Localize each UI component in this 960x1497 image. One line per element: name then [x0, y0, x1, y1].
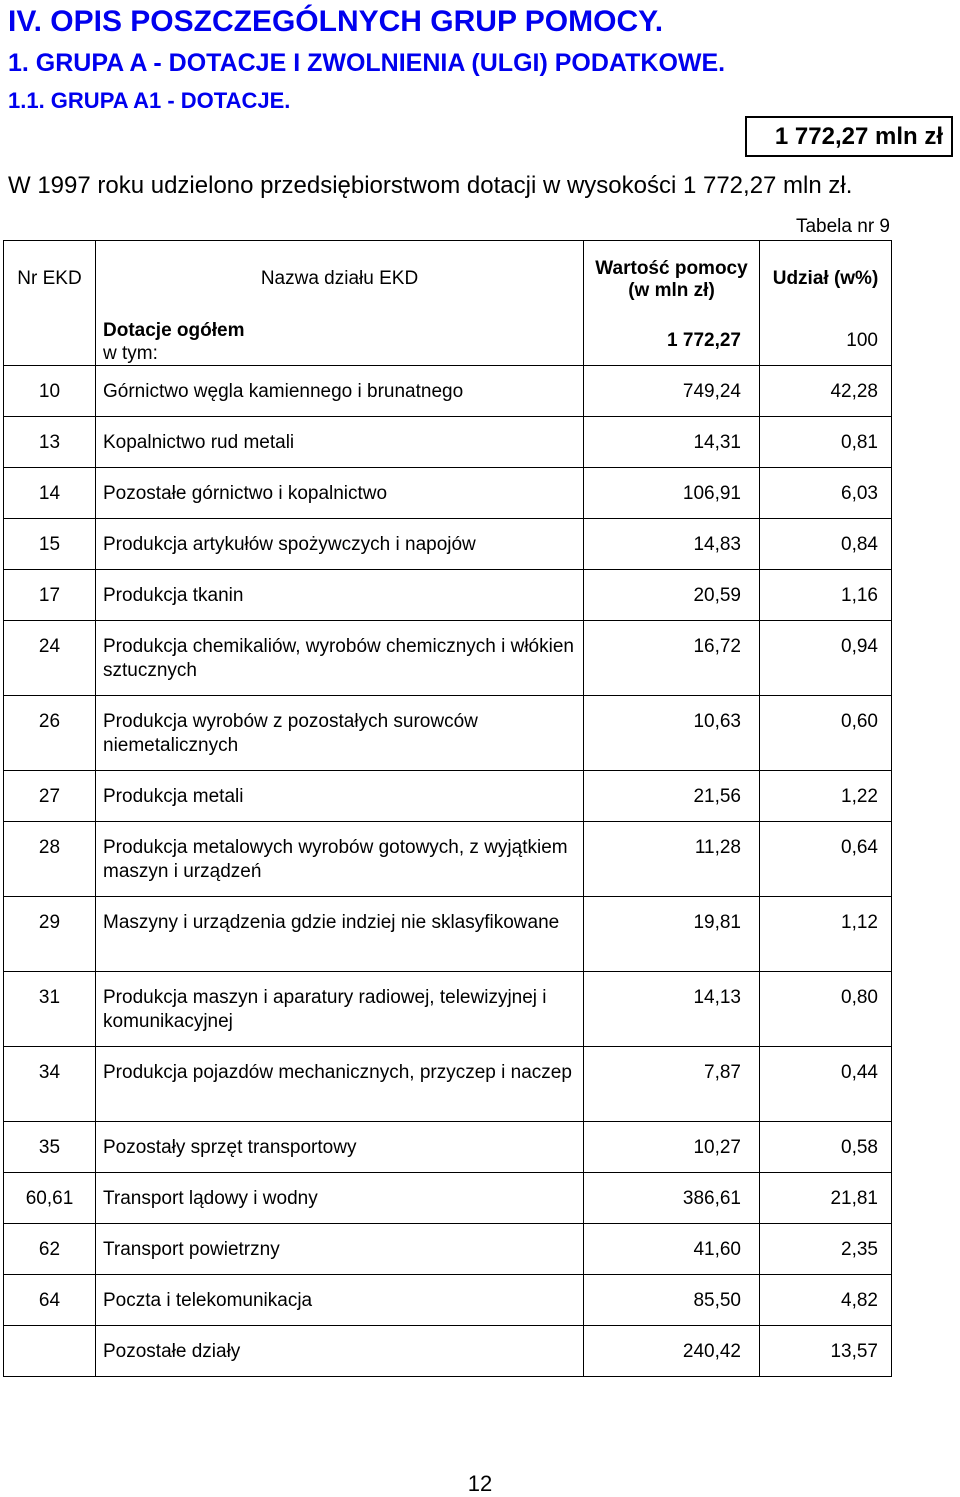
table-row [4, 971, 892, 1046]
page-number: 12 [467, 1471, 493, 1496]
total-row-label [96, 317, 584, 366]
row-name: Pozostałe górnictwo i kopalnictwo [96, 467, 584, 518]
row-name: Transport lądowy i wodny [96, 1172, 584, 1223]
table-row [4, 821, 892, 896]
row-nr: 26 [4, 695, 96, 770]
row-value: 10,63 [584, 695, 760, 770]
table-row [4, 518, 892, 569]
row-share: 1,16 [760, 569, 892, 620]
row-name: Pozostały sprzęt transportowy [96, 1121, 584, 1172]
table-row [4, 620, 892, 695]
table-row [4, 1274, 892, 1325]
row-name: Produkcja tkanin [96, 569, 584, 620]
row-share: 4,82 [760, 1274, 892, 1325]
row-nr: 60,61 [4, 1172, 96, 1223]
row-name: Produkcja pojazdów mechanicznych, przyczep i naczep [96, 1046, 584, 1121]
row-name: Produkcja wyrobów z pozostałych surowców niemetalicznych [96, 695, 584, 770]
table-row [4, 1325, 892, 1376]
row-value: 14,83 [584, 518, 760, 569]
row-name: Górnictwo węgla kamiennego i brunatnego [96, 365, 584, 416]
table-row [4, 569, 892, 620]
row-value: 14,31 [584, 416, 760, 467]
table-row [4, 365, 892, 416]
header-share: Udział (w%) [760, 241, 892, 317]
row-share: 1,22 [760, 770, 892, 821]
row-name: Produkcja maszyn i aparatury radiowej, telewizyjnej i komunikacyjnej [96, 971, 584, 1046]
row-value: 240,42 [584, 1325, 760, 1376]
row-nr: 35 [4, 1121, 96, 1172]
heading-section: IV. OPIS POSZCZEGÓLNYCH GRUP POMOCY. [8, 5, 664, 38]
row-nr: 34 [4, 1046, 96, 1121]
table-row [4, 770, 892, 821]
row-nr: 13 [4, 416, 96, 467]
heading-group: 1. GRUPA A - DOTACJE I ZWOLNIENIA (ULGI) PODATKOWE. [8, 49, 726, 77]
row-nr: 15 [4, 518, 96, 569]
row-share: 0,44 [760, 1046, 892, 1121]
row-share: 0,60 [760, 695, 892, 770]
row-name: Poczta i telekomunikacja [96, 1274, 584, 1325]
total-row-share: 100 [760, 317, 892, 366]
row-name: Transport powietrzny [96, 1223, 584, 1274]
heading-subgroup: 1.1. GRUPA A1 - DOTACJE. [8, 88, 291, 113]
table-row [4, 1046, 892, 1121]
header-value: Wartość pomocy (w mln zł) [584, 241, 760, 317]
row-name: Pozostałe działy [96, 1325, 584, 1376]
table-caption: Tabela nr 9 [795, 216, 890, 237]
header-nr: Nr EKD [4, 241, 96, 317]
row-nr: 27 [4, 770, 96, 821]
table-row [4, 1223, 892, 1274]
row-value: 11,28 [584, 821, 760, 896]
row-name: Produkcja chemikaliów, wyrobów chemicznych i włókien sztucznych [96, 620, 584, 695]
row-share: 0,80 [760, 971, 892, 1046]
row-value: 7,87 [584, 1046, 760, 1121]
row-value: 386,61 [584, 1172, 760, 1223]
row-name: Produkcja metalowych wyrobów gotowych, z wyjątkiem maszyn i urządzeń [96, 821, 584, 896]
row-share: 0,64 [760, 821, 892, 896]
row-share: 0,94 [760, 620, 892, 695]
header-name: Nazwa działu EKD [96, 241, 584, 317]
row-value: 85,50 [584, 1274, 760, 1325]
row-share: 21,81 [760, 1172, 892, 1223]
row-value: 10,27 [584, 1121, 760, 1172]
total-row-nr [4, 317, 96, 366]
row-share: 6,03 [760, 467, 892, 518]
table-row [4, 1172, 892, 1223]
total-row-label-main: Dotacje ogółem [103, 319, 245, 341]
table-row [4, 1121, 892, 1172]
intro-paragraph: W 1997 roku udzielono przedsiębiorstwom dotacji w wysokości 1 772,27 mln zł. [8, 172, 853, 199]
row-share: 0,84 [760, 518, 892, 569]
row-share: 1,12 [760, 896, 892, 971]
row-nr [4, 1325, 96, 1376]
total-row-label-sub: w tym: [103, 342, 158, 364]
row-value: 20,59 [584, 569, 760, 620]
row-share: 13,57 [760, 1325, 892, 1376]
row-name: Produkcja metali [96, 770, 584, 821]
row-value: 19,81 [584, 896, 760, 971]
table-row [4, 467, 892, 518]
row-nr: 28 [4, 821, 96, 896]
table-row [4, 695, 892, 770]
row-value: 21,56 [584, 770, 760, 821]
row-name: Kopalnictwo rud metali [96, 416, 584, 467]
row-share: 0,81 [760, 416, 892, 467]
subsidies-table [3, 240, 892, 1377]
row-value: 749,24 [584, 365, 760, 416]
row-nr: 29 [4, 896, 96, 971]
row-value: 41,60 [584, 1223, 760, 1274]
total-row-value: 1 772,27 [584, 317, 760, 366]
row-name: Produkcja artykułów spożywczych i napojów [96, 518, 584, 569]
row-share: 0,58 [760, 1121, 892, 1172]
row-nr: 14 [4, 467, 96, 518]
row-share: 42,28 [760, 365, 892, 416]
row-nr: 17 [4, 569, 96, 620]
row-share: 2,35 [760, 1223, 892, 1274]
row-nr: 31 [4, 971, 96, 1046]
row-nr: 62 [4, 1223, 96, 1274]
row-value: 16,72 [584, 620, 760, 695]
table-row [4, 416, 892, 467]
row-nr: 64 [4, 1274, 96, 1325]
row-value: 106,91 [584, 467, 760, 518]
total-amount-box: 1 772,27 mln zł [745, 116, 953, 157]
row-nr: 10 [4, 365, 96, 416]
table-row [4, 896, 892, 971]
row-value: 14,13 [584, 971, 760, 1046]
row-nr: 24 [4, 620, 96, 695]
row-name: Maszyny i urządzenia gdzie indziej nie sklasyfikowane [96, 896, 584, 971]
